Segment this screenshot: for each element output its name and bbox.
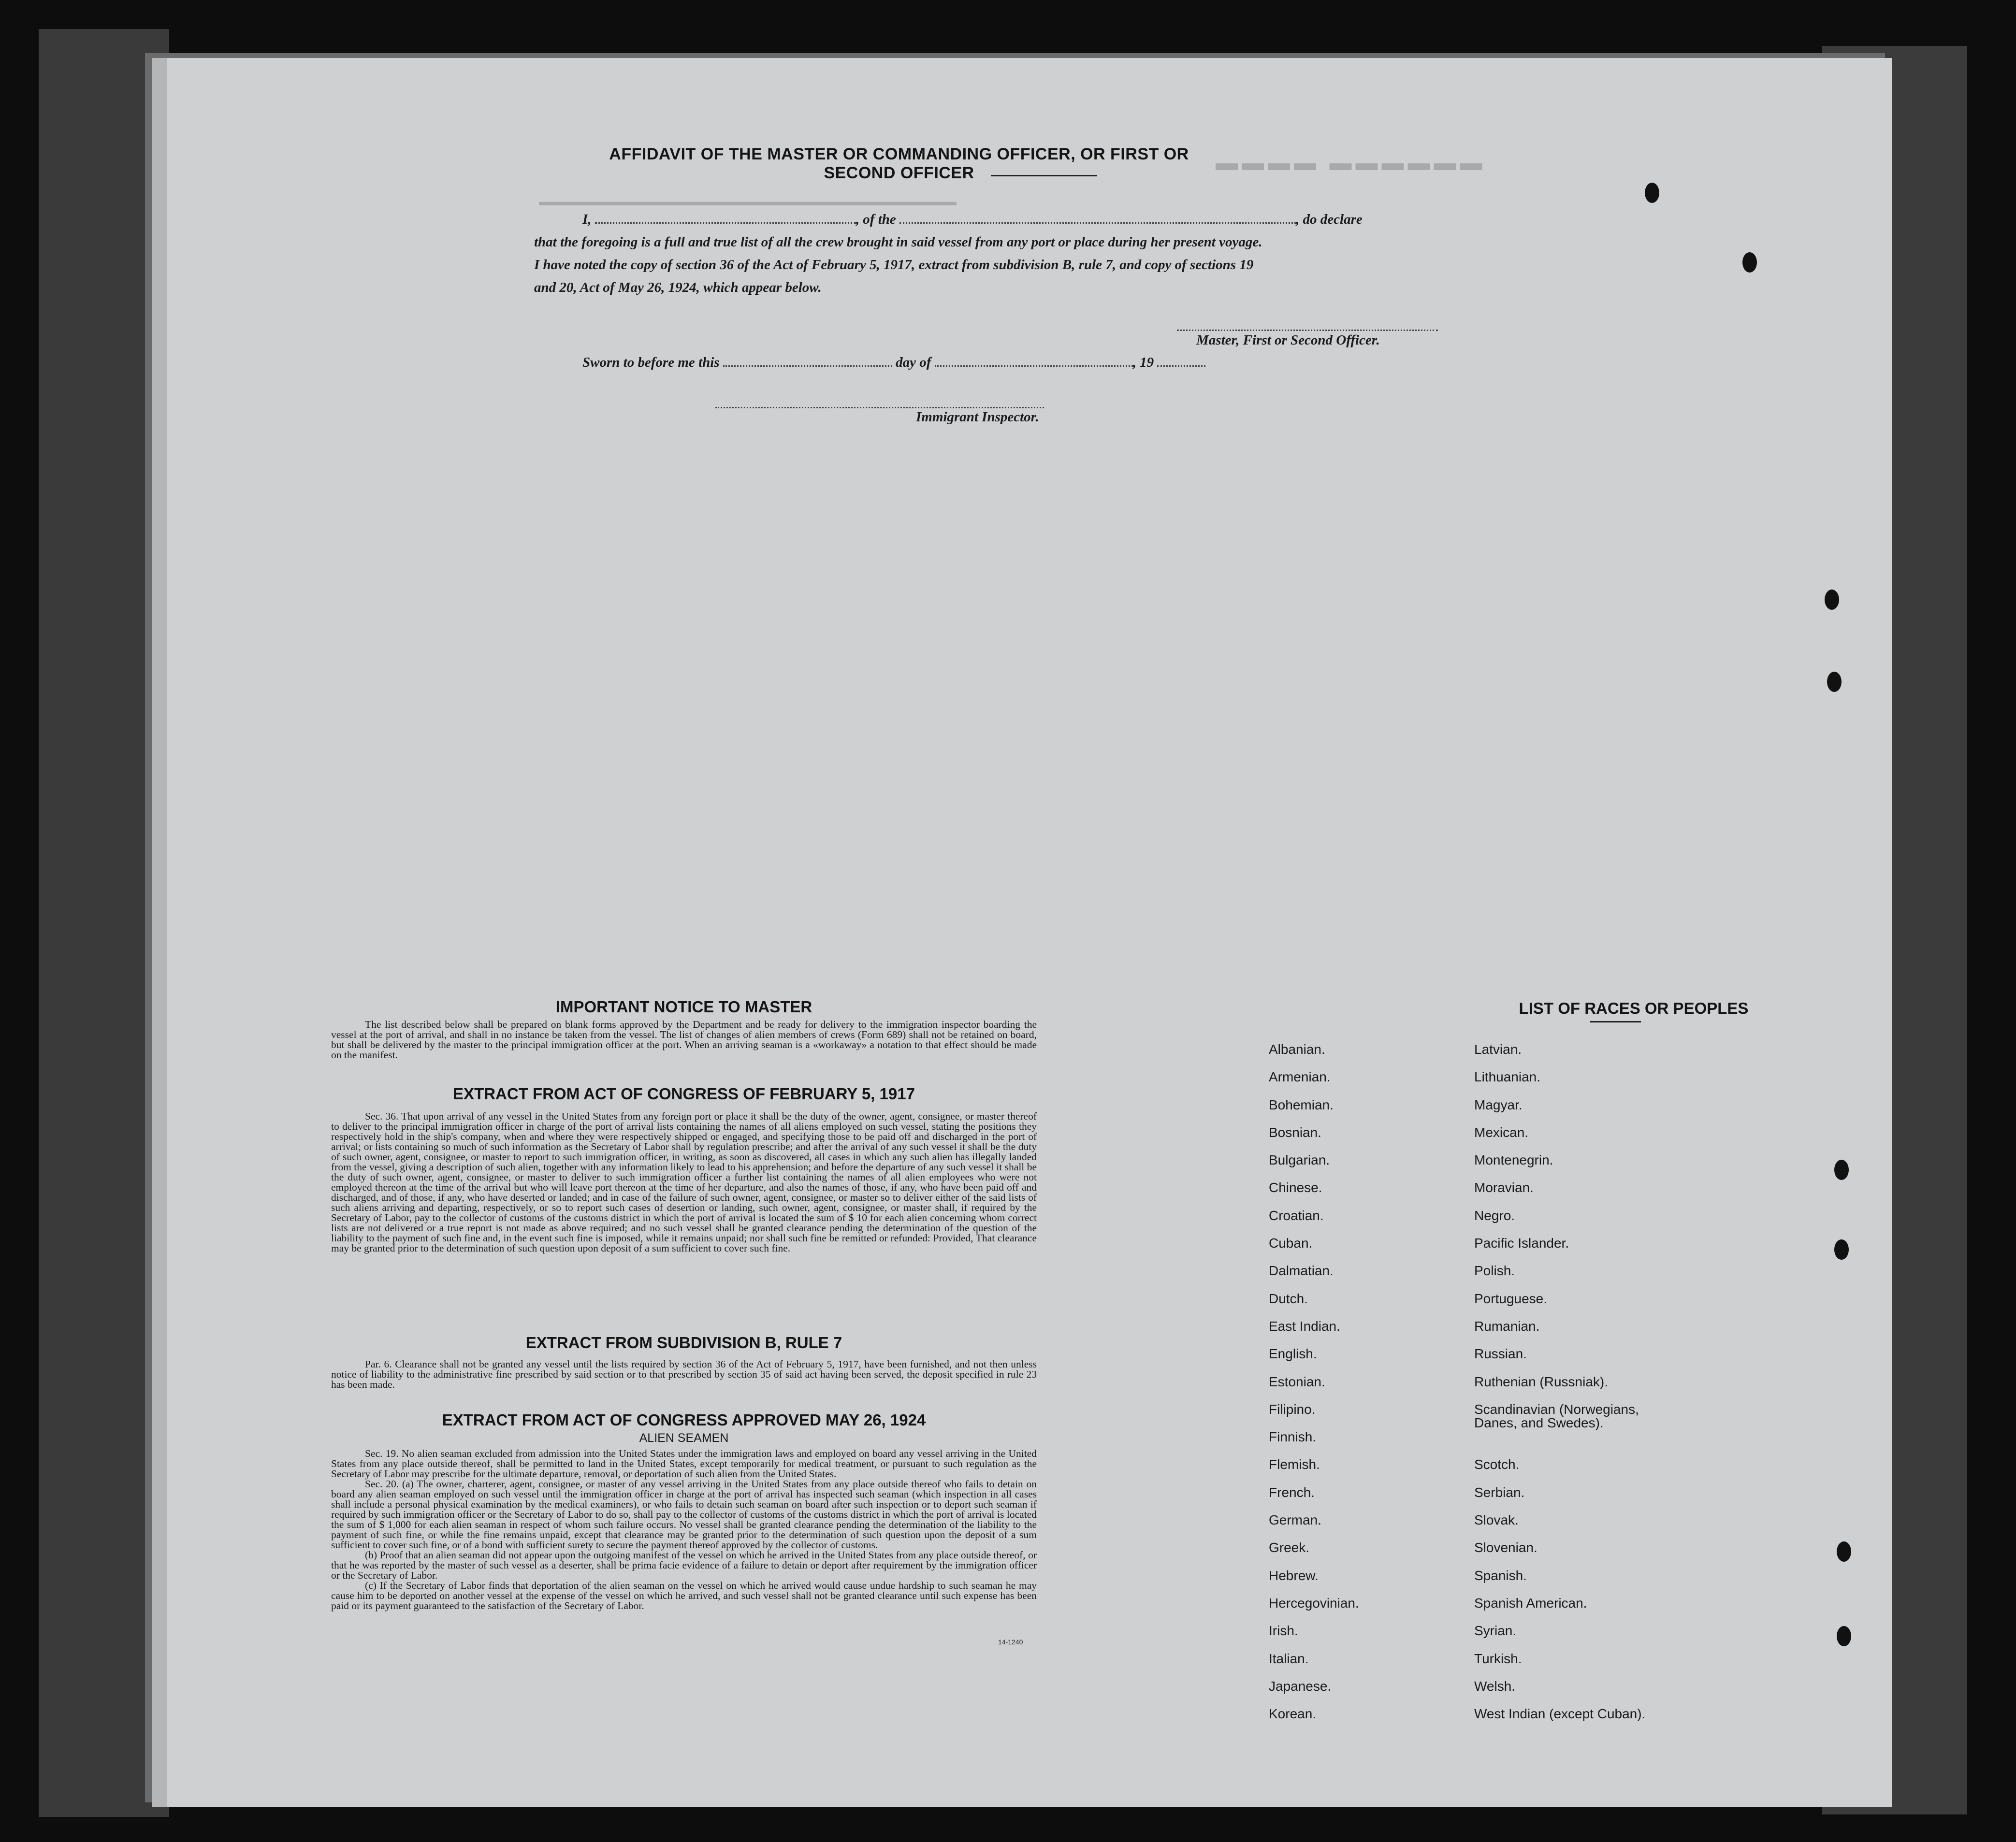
extract-1917-body [331, 1111, 1037, 1253]
vessel-label: , of the [856, 212, 896, 227]
race-item: Armenian. [1269, 1069, 1331, 1085]
rule-7-title: EXTRACT FROM SUBDIVISION B, RULE 7 [525, 1334, 842, 1352]
bleed-through-line: ▬▬▬▬▬▬▬▬▬▬▬▬▬▬▬▬▬▬▬▬▬▬▬▬▬▬▬▬▬▬▬▬▬▬▬▬ [539, 196, 957, 208]
race-item: Slovak. [1474, 1512, 1519, 1528]
punch-hole [1837, 1626, 1851, 1646]
race-item: Latvian. [1474, 1042, 1522, 1057]
extract-1924-body [331, 1449, 1037, 1611]
bleed-through-heading: ▬▬▬▬ ▬▬▬▬▬▬ [1216, 150, 1486, 175]
section-19-text: Sec. 19. No alien seaman excluded from admission into the United States under the immigration laws and employed on board any vessel arriving in the United States from any place outside thereof, shall be permitted to land in the United States, except temporarily for medical treatment, or pursuant to such regulation as the Secretary of Labor may prescribe for the ultimate departure, removal, or deportation of such alien from the United States. [331, 1448, 1037, 1480]
page-edge [152, 58, 167, 1807]
notice-title: IMPORTANT NOTICE TO MASTER [555, 998, 812, 1016]
punch-hole [1834, 1160, 1849, 1180]
race-item: Albanian. [1269, 1042, 1325, 1057]
race-item: Syrian. [1474, 1623, 1517, 1639]
declare-label: , do declare [1296, 212, 1363, 227]
punch-hole [1825, 590, 1839, 610]
race-item: Moravian. [1474, 1180, 1534, 1195]
sworn-line [582, 355, 1205, 371]
affidavit-line-2: that the foregoing is a full and true list of all the crew brought in said vessel from any port or place during her present voyage. [534, 234, 1262, 250]
document-page [152, 58, 1892, 1807]
race-item: Ruthenian (Russniak). [1474, 1374, 1609, 1389]
section-20a-text: Sec. 20. (a) The owner, charterer, agent, consignee, or master of any vessel arriving in the United States from any place outside thereof who fails to detain on board any alien seaman employed on such vessel until the immigration officer in charge at the port of arrival has inspected such seaman (which inspection in all cases shall include a personal physical examination by the medical examiners), or who fails to detain such seaman on board after such inspection or to deport such seaman if required by such immigration officer or the Secretary of Labor to do so, shall pay to the collector of customs of the customs district in which the port of arrival is located the sum of $ 1,000 for each alien seaman in respect of whom such failure occurs. No vessel shall be granted clearance pending the determination of the liability to the payment of such fine, or while the fine remains unpaid, except that clearance may be granted prior to the determination of such question upon the deposit of a sum sufficient to cover such fine, or of a bond with sufficient surety to secure the payment thereof approved by the collector of customs. [331, 1478, 1037, 1551]
race-item: Hercegovinian. [1269, 1595, 1359, 1611]
inspector-label: Immigrant Inspector. [916, 409, 1039, 425]
race-item: Slovenian. [1474, 1540, 1537, 1555]
races-title-rule [1590, 1021, 1641, 1022]
punch-hole [1742, 252, 1757, 273]
race-item: French. [1269, 1484, 1315, 1500]
race-item: West Indian (except Cuban). [1474, 1706, 1646, 1722]
affidavit-line-4: and 20, Act of May 26, 1924, which appear below. [534, 280, 822, 295]
extract-1924-title: EXTRACT FROM ACT OF CONGRESS APPROVED MAY 26, 1924 [442, 1411, 926, 1429]
race-item: Filipino. [1269, 1401, 1316, 1417]
race-item: Magyar. [1474, 1097, 1523, 1112]
race-item: Chinese. [1269, 1180, 1322, 1195]
year-label: , 19 [1132, 355, 1154, 370]
races-title: LIST OF RACES OR PEOPLES [1519, 999, 1749, 1017]
race-item: East Indian. [1269, 1318, 1340, 1334]
race-item: Cuban. [1269, 1236, 1313, 1251]
officer-label: Master, First or Second Officer. [1196, 332, 1380, 348]
race-item: Negro. [1474, 1208, 1515, 1223]
race-item: Spanish. [1474, 1568, 1527, 1583]
race-item: Bulgarian. [1269, 1152, 1330, 1168]
sworn-month-field[interactable] [935, 358, 1133, 367]
race-item: Flemish. [1269, 1457, 1320, 1472]
race-item: Irish. [1269, 1623, 1298, 1639]
sworn-day-field[interactable] [723, 358, 892, 367]
extract-1917-title: EXTRACT FROM ACT OF CONGRESS OF FEBRUARY 5, 1917 [453, 1085, 915, 1103]
punch-hole [1645, 183, 1659, 203]
race-item: German. [1269, 1512, 1321, 1528]
race-item: Finnish. [1269, 1429, 1317, 1445]
notice-body [331, 1020, 1037, 1060]
affidavit-title: AFFIDAVIT OF THE MASTER OR COMMANDING OFFICER, OR FIRST OR SECOND OFFICER [609, 145, 1189, 182]
races-column-right [1474, 1038, 1692, 1730]
race-item: Pacific Islander. [1474, 1236, 1569, 1251]
race-item: Dalmatian. [1269, 1263, 1334, 1279]
race-item: Dutch. [1269, 1291, 1308, 1306]
race-item: Scotch. [1474, 1457, 1520, 1472]
race-item: Italian. [1269, 1651, 1309, 1666]
day-of-label: day of [896, 355, 931, 370]
notice-text: The list described below shall be prepared on blank forms approved by the Department and be ready for delivery to the immigration inspector boarding the vessel at the port of arrival, and shall in no instance be taken from the vessel. The list of changes of alien members of crews (Form 689) shall not be retained on board, but shall be delivered by the master to the principal immigration officer at the port. When an arriving seaman is a «workaway» a notation to that effect should be made on the manifest. [331, 1019, 1037, 1061]
race-item: Bohemian. [1269, 1097, 1334, 1112]
race-item: Croatian. [1269, 1208, 1324, 1223]
race-item: Rumanian. [1474, 1318, 1540, 1334]
race-item: Serbian. [1474, 1484, 1525, 1500]
affidavit-line-3: I have noted the copy of section 36 of the Act of February 5, 1917, extract from subdivision B, rule 7, and copy of sections 19 [534, 257, 1254, 273]
form-number: 14-1240 [998, 1638, 1023, 1646]
title-rule [991, 175, 1097, 176]
alien-seamen-subtitle: ALIEN SEAMEN [639, 1431, 729, 1445]
race-item: Portuguese. [1474, 1291, 1547, 1306]
race-item: Hebrew. [1269, 1568, 1319, 1583]
race-item: Japanese. [1269, 1678, 1332, 1694]
race-item: Korean. [1269, 1706, 1317, 1722]
section-36-text: Sec. 36. That upon arrival of any vessel in the United States from any foreign port or place it shall be the duty of the owner, agent, consignee, or master thereof to deliver to the principal immigration officer in charge of the port of arrival lists containing the names of all aliens employed on such vessel, stating the positions they respectively hold in the ship's company, when and where they were respectively shipped or engaged, and specifying those to be paid off and discharged in the port of arrival; or lists containing so much of such information as the Secretary of Labor shall by regulation prescribe; and after the arrival of any such vessel it shall be the duty of such owner, agent, consignee, or master to report to such immigration officer, in writing, as soon as discovered, all cases in which any such alien has illegally landed from the vessel, giving a description of such alien, together with any information likely to lead to his apprehension; and before the departure of any such vessel it shall be the duty of such owner, agent, consignee, or master to deliver to such immigration officer a further list containing the names of all alien employees who were not employed thereon at the time of the arrival but who will leave port thereon at the time of her departure, and also the names of those, if any, who have been paid off and discharged, and of those, if any, who have deserted or landed; and in case of the failure of such owner, agent, consignee, or master so to deliver either of the said lists of such aliens arriving and departing, respectively, or so to report such cases of desertion or landing, such owner, agent, consignee, or master shall, if required by the Secretary of Labor, pay to the collector of customs of the customs district in which the port of arrival is located the sum of $ 10 for each alien concerning whom correct lists are not delivered or a true report is not made as above required; and no such vessel shall be granted clearance pending the determination of the question of the liability to the payment of such fine and, in the event such fine is imposed, while it remains unpaid; nor shall such fine be remitted or refunded: Provided, That clearance may be granted prior to the determination of such question upon deposit of a sum sufficient to cover such fine. [331, 1110, 1037, 1254]
race-item: Greek. [1269, 1540, 1310, 1555]
race-item: Scandinavian (Norwegians, Danes, and Swedes). [1474, 1401, 1639, 1430]
race-item: Welsh. [1474, 1678, 1516, 1694]
sworn-label: Sworn to before me this [582, 355, 720, 370]
punch-hole [1837, 1541, 1851, 1562]
race-item: English. [1269, 1346, 1317, 1362]
section-20b-text: (b) Proof that an alien seaman did not appear upon the outgoing manifest of the vessel on which he arrived in the United States from any place outside thereof, or that he was reported by the master of such vessel as a deserter, shall be prima facie evidence of a failure to detain or deport after requirement by the immigration officer or the Secretary of Labor. [331, 1549, 1037, 1581]
race-item: Mexican. [1474, 1124, 1529, 1140]
sworn-year-field[interactable] [1157, 358, 1205, 367]
race-item: Spanish American. [1474, 1595, 1587, 1611]
section-20c-text: (c) If the Secretary of Labor finds that deportation of the alien seaman on the vessel on which he arrived would cause undue hardship to such seaman he may cause him to be deported on another vessel at the expense of the vessel on which he arrived, and such vessel shall not be granted clearance until such expense has been paid or its payment guaranteed to the satisfaction of the Secretary of Labor. [331, 1580, 1037, 1612]
races-column-left [1269, 1038, 1452, 1730]
race-item: Russian. [1474, 1346, 1527, 1362]
rule-7-body [331, 1359, 1037, 1390]
declaration-line [582, 212, 1363, 228]
race-item: Polish. [1474, 1263, 1515, 1279]
punch-hole [1834, 1239, 1849, 1260]
vessel-name-field[interactable] [899, 215, 1296, 224]
rule-7-text: Par. 6. Clearance shall not be granted any vessel until the lists required by section 36 of the Act of February 5, 1917, have been furnished, and not then unless notice of liability to the administrative fine prescribed by said section or to that prescribed by section 35 of said act having been served, the deposit specified in rule 23 has been made. [331, 1358, 1037, 1390]
declarant-label: I, [582, 212, 592, 227]
race-item: Estonian. [1269, 1374, 1325, 1389]
race-item: Montenegrin. [1474, 1152, 1553, 1168]
race-item: Lithuanian. [1474, 1069, 1541, 1085]
declarant-name-field[interactable] [595, 215, 856, 224]
punch-hole [1827, 672, 1842, 692]
race-item: Bosnian. [1269, 1124, 1321, 1140]
race-item: Turkish. [1474, 1651, 1522, 1666]
